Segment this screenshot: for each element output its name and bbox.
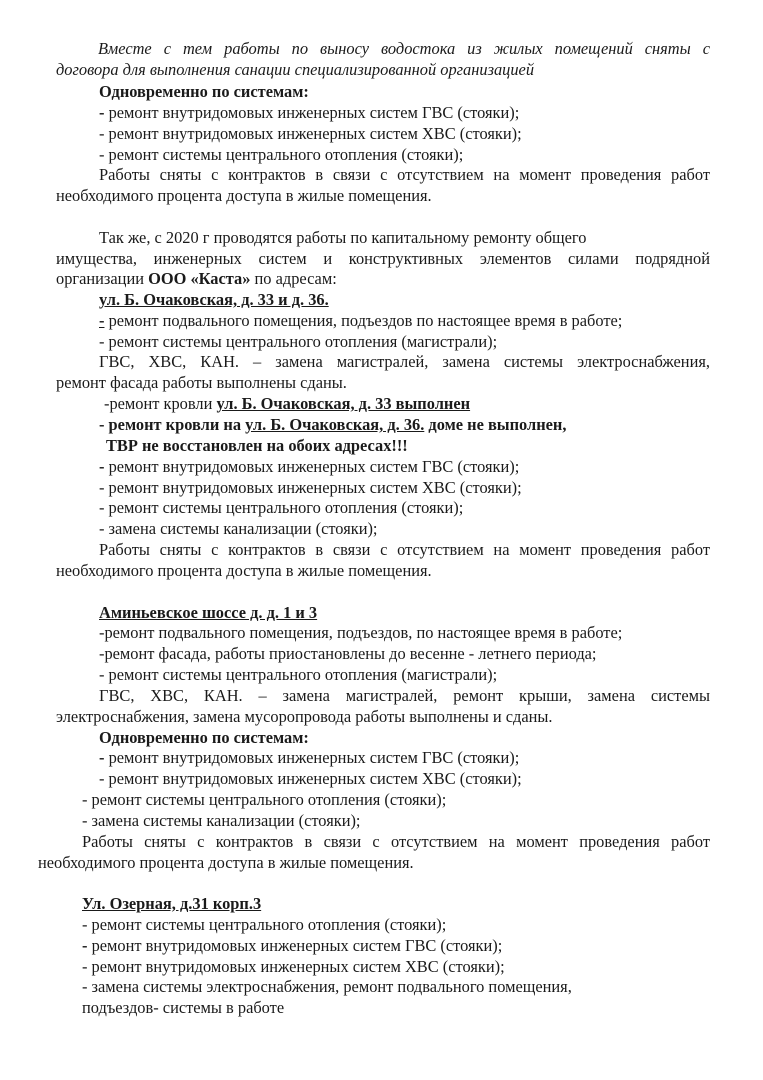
block3-address: Аминьевское шоссе д. д. 1 и 3 [99, 603, 318, 622]
block1-heading: Одновременно по системам: [99, 82, 309, 101]
block2-item-7: - замена системы канализации (стояки); [99, 519, 378, 538]
text-segment: доме не выполнен, [424, 415, 567, 434]
block3-item-3: - ремонт системы центрального отопления (магистрали); [99, 665, 498, 684]
item-text: ремонт подвального помещения, подъездов по настоящее время в работе; [104, 311, 623, 330]
block2-roof-line-2 [99, 414, 566, 435]
block3-item-8: - замена системы канализации (стояки); [82, 811, 361, 830]
item-text: ремонт внутридомовых инженерных систем ГВС (стояки); [104, 457, 520, 476]
block3-item-7: - ремонт системы центрального отопления (стояки); [82, 790, 447, 809]
block4-address: Ул. Озерная, д.31 корп.3 [82, 894, 262, 913]
block3-item-1: -ремонт подвального помещения, подъездов, по настоящее время в работе; [99, 623, 623, 642]
bullet-dash: - [99, 311, 105, 330]
item-text: ремонт внутридомовых инженерных систем ГВС (стояки); [104, 748, 520, 767]
block2-note-line-1: Работы сняты с контрактов в связи с отсутствием на момент проведения работ [99, 540, 710, 559]
block3-item-6: - ремонт внутридомовых инженерных систем ХВС (стояки); [99, 769, 522, 788]
bullet-dash: - [99, 748, 105, 767]
intro-line-1: Вместе с тем работы по выносу водостока из жилых помещений сняты с [98, 39, 710, 58]
block1-note-line-1: Работы сняты с контрактов в связи с отсутствием на момент проведения работ [99, 165, 710, 184]
block4-item-5: подъездов- системы в работе [82, 998, 285, 1017]
block3-note-line-2: необходимого процента доступа в жилые помещения. [38, 853, 414, 872]
block4-item-2 [82, 935, 502, 956]
block2-item-1 [99, 310, 622, 331]
block1-item-2: - ремонт внутридомовых инженерных систем ХВС (стояки); [99, 124, 522, 143]
block2-item-3-line-1: ГВС, ХВС, КАН. – замена магистралей, замена системы электроснабжения, [99, 352, 710, 371]
block4-item-3: - ремонт внутридомовых инженерных систем ХВС (стояки); [82, 957, 505, 976]
contractor-name: ООО «Каста» [148, 269, 251, 288]
block2-para-line-2: имущества, инженерных систем и конструктивных элементов силами подрядной [56, 249, 710, 268]
block2-item-2: - ремонт системы центрального отопления (магистрали); [99, 332, 498, 351]
text-segment: по адресам: [250, 269, 337, 288]
block3-item-4-line-1: ГВС, ХВС, КАН. – замена магистралей, ремонт крыши, замена системы [99, 686, 710, 705]
block3-item-2: -ремонт фасада, работы приостановлены до весенне - летнего периода; [99, 644, 597, 663]
block2-item-5: - ремонт внутридомовых инженерных систем ХВС (стояки); [99, 478, 522, 497]
block2-address: ул. Б. Очаковская, д. 33 и д. 36. [99, 290, 329, 309]
block2-roof-line-1 [104, 393, 470, 414]
block2-item-6: - ремонт системы центрального отопления (стояки); [99, 498, 464, 517]
item-text: ремонт внутридомовых инженерных систем ГВС (стояки); [104, 103, 520, 122]
block2-item-4 [99, 456, 519, 477]
intro-line-2: договора для выполнения санации специализированной организацией [56, 60, 535, 79]
bullet-dash: - [99, 103, 105, 122]
roof-address: ул. Б. Очаковская, д. 36. [245, 415, 425, 434]
block3-item-4-line-2: электроснабжения, замена мусоропровода работы выполнены и сданы. [56, 707, 553, 726]
block4-item-1: - ремонт системы центрального отопления (стояки); [82, 915, 447, 934]
item-text: ремонт внутридомовых инженерных систем ГВС (стояки); [87, 936, 503, 955]
block3-item-5 [99, 747, 519, 768]
block3-note-line-1: Работы сняты с контрактов в связи с отсутствием на момент проведения работ [82, 832, 710, 851]
block2-item-3-line-2: ремонт фасада работы выполнены сданы. [56, 373, 347, 392]
bullet-dash: - [99, 457, 105, 476]
block2-roof-line-3: ТВР не восстановлен на обоих адресах!!! [106, 436, 408, 455]
block2-para-line-1: Так же, с 2020 г проводятся работы по капитальному ремонту общего [99, 228, 587, 247]
bullet-dash: - [82, 936, 88, 955]
text-segment: -ремонт кровли [104, 394, 217, 413]
block3-heading: Одновременно по системам: [99, 728, 309, 747]
block1-item-1 [99, 102, 519, 123]
block4-item-4: - замена системы электроснабжения, ремонт подвального помещения, [82, 977, 572, 996]
block2-para-line-3 [56, 268, 337, 289]
text-segment: - ремонт кровли на [99, 415, 246, 434]
block2-note-line-2: необходимого процента доступа в жилые помещения. [56, 561, 432, 580]
block1-item-3: - ремонт системы центрального отопления (стояки); [99, 145, 464, 164]
block1-note-line-2: необходимого процента доступа в жилые помещения. [56, 186, 432, 205]
roof-address: ул. Б. Очаковская, д. 33 выполнен [216, 394, 471, 413]
text-segment: организации [56, 269, 149, 288]
